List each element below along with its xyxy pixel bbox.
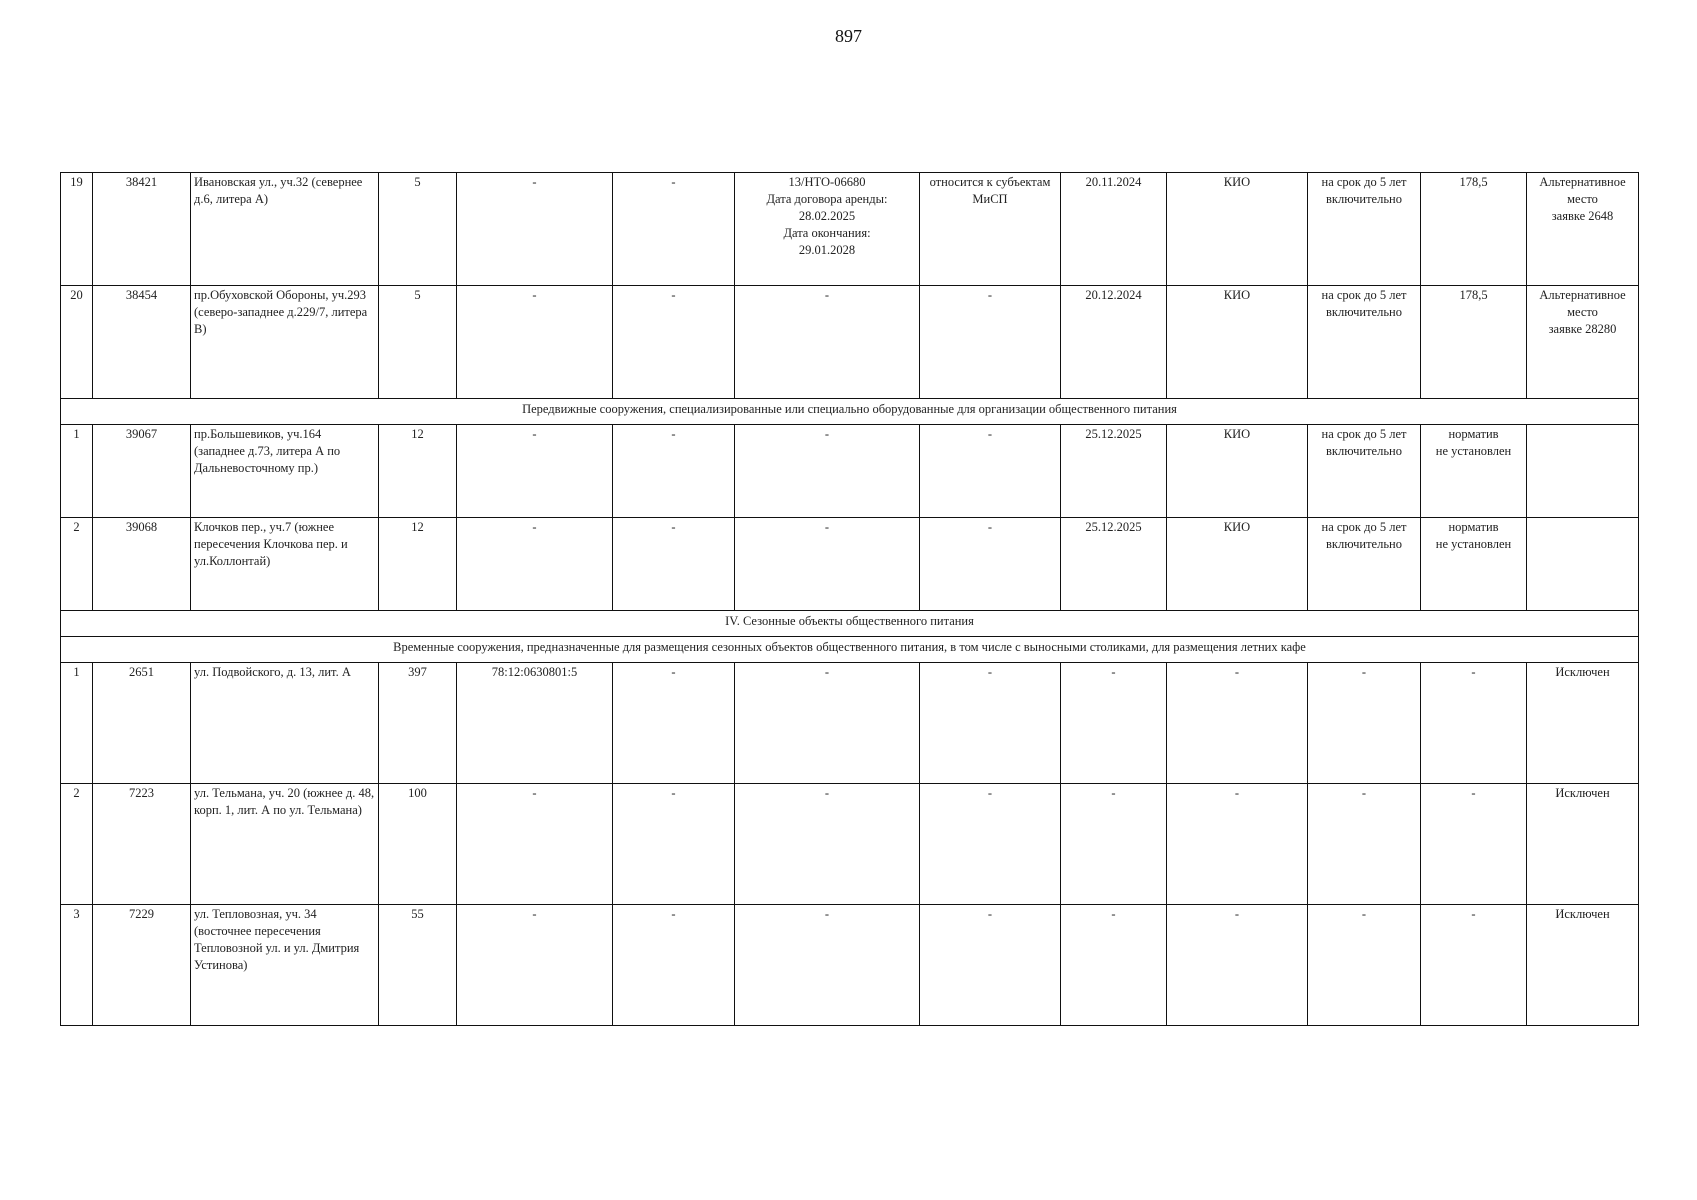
- cell-term: на срок до 5 лет включительно: [1308, 518, 1421, 611]
- cell-column-6: -: [613, 784, 735, 905]
- cell-note: Исключен: [1527, 784, 1639, 905]
- cell-cadastral: -: [457, 286, 613, 399]
- cell-date: -: [1061, 784, 1167, 905]
- section-mobile-body: [61, 399, 1639, 425]
- cell-area: 12: [379, 518, 457, 611]
- table-row: [61, 663, 1639, 784]
- cell-contract: -: [735, 518, 920, 611]
- cell-number: 1: [61, 425, 93, 518]
- cell-object-id: 39067: [93, 425, 191, 518]
- cell-norm: -: [1421, 905, 1527, 1026]
- cell-note: [1527, 518, 1639, 611]
- cell-address: ул. Тельмана, уч. 20 (южнее д. 48, корп. 1, лит. А по ул. Тельмана): [191, 784, 379, 905]
- page-number: 897: [835, 26, 862, 46]
- cell-norm: норматив не установлен: [1421, 518, 1527, 611]
- cell-term: -: [1308, 905, 1421, 1026]
- cell-address: Ивановская ул., уч.32 (севернее д.6, литера А): [191, 173, 379, 286]
- cell-object-id: 2651: [93, 663, 191, 784]
- cell-organization: КИО: [1167, 173, 1308, 286]
- table-row: [61, 286, 1639, 399]
- cell-term: на срок до 5 лет включительно: [1308, 425, 1421, 518]
- group-b-body: [61, 425, 1639, 611]
- cell-contract: -: [735, 286, 920, 399]
- cell-msp-status: -: [920, 784, 1061, 905]
- cell-organization: КИО: [1167, 518, 1308, 611]
- cell-area: 12: [379, 425, 457, 518]
- cell-area: 5: [379, 286, 457, 399]
- cell-object-id: 7223: [93, 784, 191, 905]
- cell-number: 19: [61, 173, 93, 286]
- cell-contract: -: [735, 663, 920, 784]
- cell-note: Альтернативное место заявке 28280: [1527, 286, 1639, 399]
- cell-area: 5: [379, 173, 457, 286]
- cell-cadastral: -: [457, 425, 613, 518]
- cell-cadastral: -: [457, 905, 613, 1026]
- cell-organization: -: [1167, 784, 1308, 905]
- cell-column-6: -: [613, 518, 735, 611]
- cell-number: 20: [61, 286, 93, 399]
- cell-number: 1: [61, 663, 93, 784]
- table-row: [61, 425, 1639, 518]
- section-seasonal-body: [61, 611, 1639, 663]
- cell-contract: 13/НТО-06680 Дата договора аренды: 28.02.2025 Дата окончания: 29.01.2028: [735, 173, 920, 286]
- cell-contract: -: [735, 784, 920, 905]
- cell-norm: -: [1421, 663, 1527, 784]
- cell-object-id: 38421: [93, 173, 191, 286]
- cell-date: 25.12.2025: [1061, 518, 1167, 611]
- table-row: [61, 784, 1639, 905]
- cell-object-id: 39068: [93, 518, 191, 611]
- cell-address: пр.Обуховской Обороны, уч.293 (северо-западнее д.229/7, литера В): [191, 286, 379, 399]
- cell-term: -: [1308, 663, 1421, 784]
- section-mobile-header: Передвижные сооружения, специализированные или специально оборудованные для организации общественного питания: [61, 399, 1639, 425]
- cell-norm: -: [1421, 784, 1527, 905]
- cell-note: Исключен: [1527, 663, 1639, 784]
- section-temporary-header: Временные сооружения, предназначенные для размещения сезонных объектов общественного питания, в том числе с выносными столиками, для размещения летних кафе: [61, 637, 1639, 663]
- cell-norm: норматив не установлен: [1421, 425, 1527, 518]
- cell-cadastral: -: [457, 518, 613, 611]
- cell-organization: КИО: [1167, 286, 1308, 399]
- cell-msp-status: относится к субъектам МиСП: [920, 173, 1061, 286]
- cell-date: 20.11.2024: [1061, 173, 1167, 286]
- cell-msp-status: -: [920, 425, 1061, 518]
- cell-organization: -: [1167, 905, 1308, 1026]
- cell-msp-status: -: [920, 663, 1061, 784]
- cell-object-id: 7229: [93, 905, 191, 1026]
- cell-note: [1527, 425, 1639, 518]
- cell-column-6: -: [613, 173, 735, 286]
- cell-contract: -: [735, 425, 920, 518]
- cell-term: на срок до 5 лет включительно: [1308, 286, 1421, 399]
- cell-date: -: [1061, 905, 1167, 1026]
- cell-term: на срок до 5 лет включительно: [1308, 173, 1421, 286]
- section-seasonal-header: IV. Сезонные объекты общественного питания: [61, 611, 1639, 637]
- cell-organization: -: [1167, 663, 1308, 784]
- cell-number: 2: [61, 518, 93, 611]
- group-c-body: [61, 663, 1639, 1026]
- cell-number: 3: [61, 905, 93, 1026]
- cell-column-6: -: [613, 905, 735, 1026]
- cell-msp-status: -: [920, 286, 1061, 399]
- cell-norm: 178,5: [1421, 286, 1527, 399]
- cell-cadastral: -: [457, 173, 613, 286]
- cell-column-6: -: [613, 425, 735, 518]
- cell-address: ул. Подвойского, д. 13, лит. А: [191, 663, 379, 784]
- cell-area: 397: [379, 663, 457, 784]
- table-row: [61, 173, 1639, 286]
- cell-date: 20.12.2024: [1061, 286, 1167, 399]
- cell-column-6: -: [613, 663, 735, 784]
- cell-contract: -: [735, 905, 920, 1026]
- cell-object-id: 38454: [93, 286, 191, 399]
- cell-column-6: -: [613, 286, 735, 399]
- cell-norm: 178,5: [1421, 173, 1527, 286]
- cell-cadastral: 78:12:0630801:5: [457, 663, 613, 784]
- cell-msp-status: -: [920, 905, 1061, 1026]
- cell-address: ул. Тепловозная, уч. 34 (восточнее пересечения Тепловозной ул. и ул. Дмитрия Устинова): [191, 905, 379, 1026]
- table-row: [61, 905, 1639, 1026]
- cell-term: -: [1308, 784, 1421, 905]
- table-row: [61, 518, 1639, 611]
- cell-area: 100: [379, 784, 457, 905]
- cell-cadastral: -: [457, 784, 613, 905]
- group-a-body: [61, 173, 1639, 399]
- cell-address: пр.Большевиков, уч.164 (западнее д.73, литера А по Дальневосточному пр.): [191, 425, 379, 518]
- cell-note: Исключен: [1527, 905, 1639, 1026]
- cell-date: -: [1061, 663, 1167, 784]
- cell-organization: КИО: [1167, 425, 1308, 518]
- cell-area: 55: [379, 905, 457, 1026]
- cell-date: 25.12.2025: [1061, 425, 1167, 518]
- cell-msp-status: -: [920, 518, 1061, 611]
- cell-note: Альтернативное место заявке 2648: [1527, 173, 1639, 286]
- cell-number: 2: [61, 784, 93, 905]
- objects-table: [60, 172, 1639, 1026]
- cell-address: Клочков пер., уч.7 (южнее пересечения Клочкова пер. и ул.Коллонтай): [191, 518, 379, 611]
